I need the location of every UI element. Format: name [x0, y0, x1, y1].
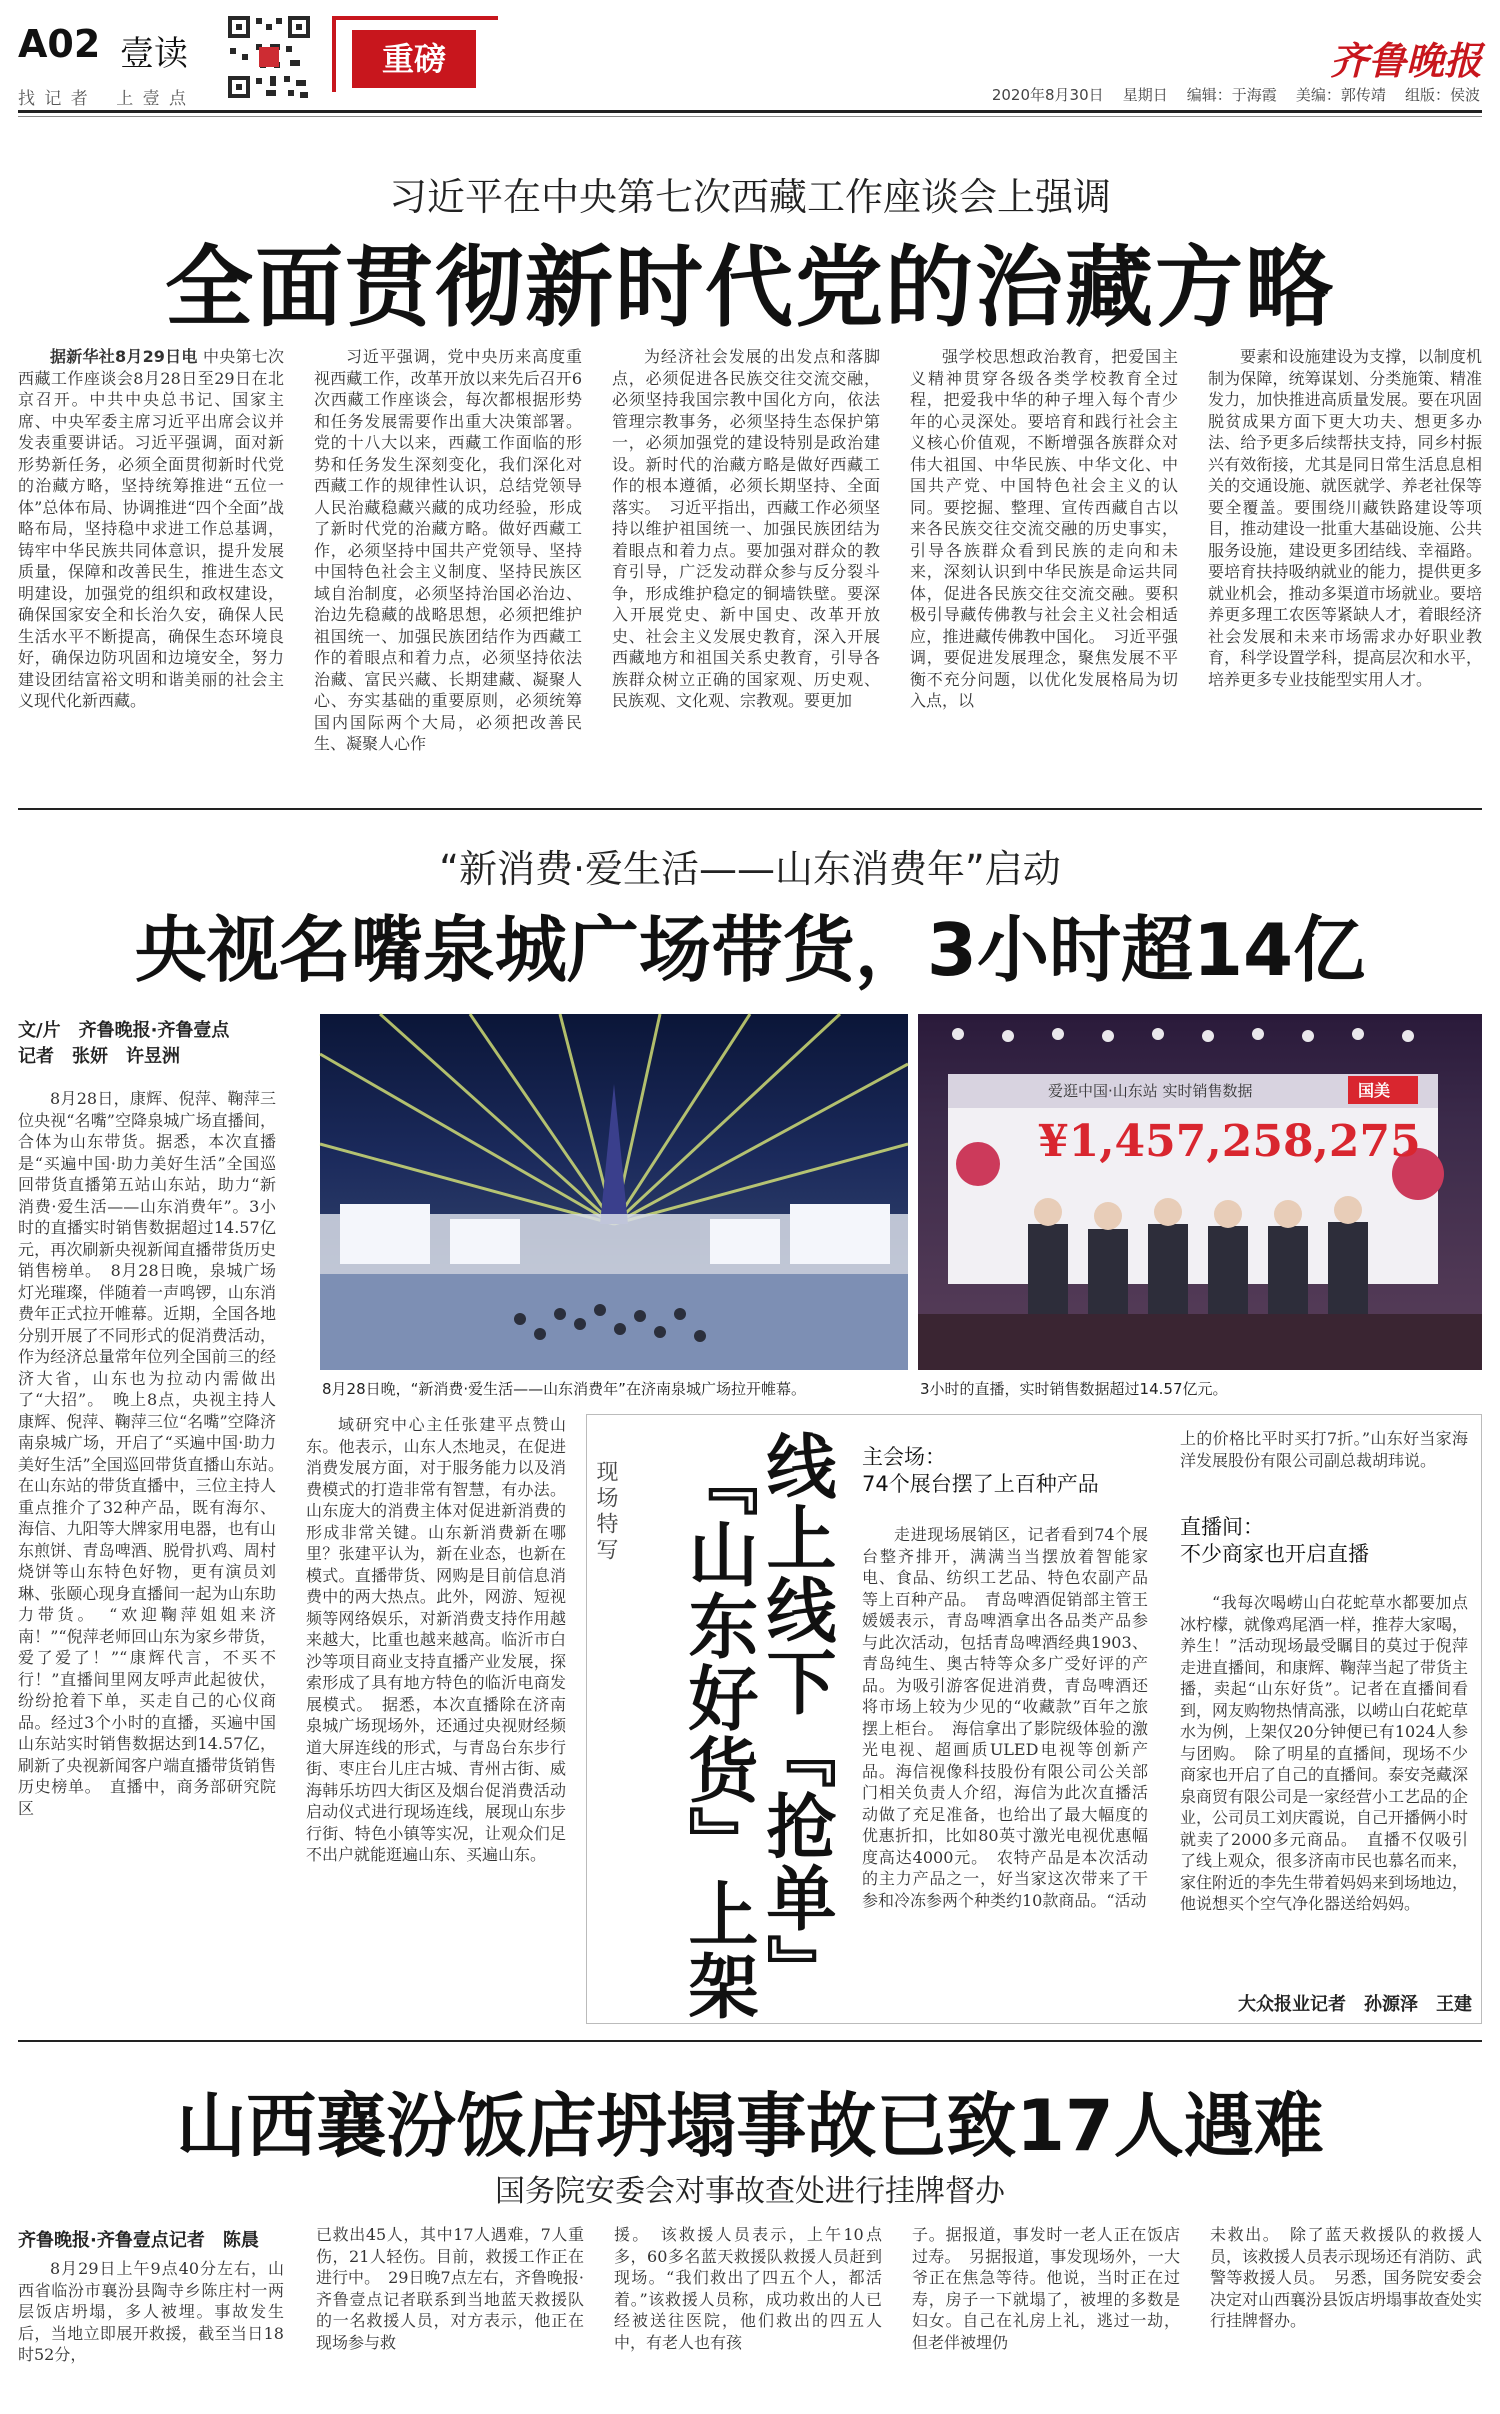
- screen-logo: 国美: [1358, 1081, 1391, 1100]
- story1-dateline: 据新华社8月29日电: [50, 347, 198, 366]
- section-name: 壹读: [120, 34, 188, 74]
- screen-sales-amount: ¥1,457,258,275: [1038, 1116, 1421, 1167]
- photo-plaza-caption: 8月28日晚，“新消费·爱生活——山东消费年”在济南泉城广场拉开帷幕。: [322, 1380, 806, 1398]
- masthead-rule-thin: [18, 116, 1482, 117]
- issue-proof: 组版：侯波: [1404, 86, 1480, 104]
- story1-col-2: 习近平强调，党中央历来高度重视西藏工作，改革开放以来先后召开6次西藏工作座谈会，每次都根据形势和任务发展需要作出重大决策部署。党的十八大以来，西藏工作面临的形势和任务发生深刻变化，我们深化对西藏工作的规律性认识，总结党领导人民治藏稳藏兴藏的成功经验，形成了新时代党的治藏方略。做好西藏工作，必须坚持中国共产党领导、坚持中国特色社会主义制度、坚持民族区域自治制度，必须坚持治国必治边、治边先稳藏的战略思想，必须把维护祖国统一、加强民族团结作为西藏工作的着眼点和着力点，必须坚持依法治藏、富民兴藏、长期建藏、凝聚人心、夯实基础的重要原则，必须统筹国内国际两个大局，必须把改善民生、凝聚人心作: [314, 347, 582, 753]
- feature-section1-title: 主会场： 74个展台摆了上百种产品: [862, 1445, 1099, 1496]
- feature-title-b: 『山东好货』上架: [677, 1446, 759, 2022]
- story2-headline: 央视名嘴泉城广场带货，3小时超14亿: [134, 908, 1366, 992]
- photo-plaza-night: [320, 1014, 908, 1370]
- photo-stage-caption: 3小时的直播，实时销售数据超过14.57亿元。: [920, 1380, 1228, 1398]
- issue-date: 2020年8月30日: [991, 86, 1104, 104]
- feature-section2-top: 上的价格比平时买打7折。”山东好当家海洋发展股份有限公司副总裁胡玮说。: [1180, 1429, 1468, 1470]
- story3-col-2: 已救出45人，其中17人遇难，7人重伤，21人轻伤。目前，救援工作正在进行中。 29日晚7点左右，齐鲁晚报·齐鲁壹点记者联系到当地蓝天救援队的一名救援人员，对方表示，他正在现场参与救: [316, 2225, 584, 2352]
- story2-left-col: 8月28日，康辉、倪萍、鞠萍三位央视“名嘴”空降泉城广场直播间，合体为山东带货。据悉，本次直播是“买遍中国·助力美好生活”全国巡回带货直播第五站山东站，助力“新消费·爱生活——山东消费年”。3小时的直播实时销售数据超过14.57亿元，再次刷新央视新闻直播带货历史销售榜单。 8月28日晚，泉城广场灯光璀璨，伴随着一声鸣锣，山东消费年正式拉开帷幕。近期，全国各地分别开展了不同形式的促消费活动，作为经济总量常年位列全国前三的经济大省，山东也为拉动内需做出了“大招”。 晚上8点，央视主持人康辉、倪萍、鞠萍三位“名嘴”空降济南泉城广场，开启了“买遍中国·助力美好生活”全国巡回带货直播山东站。 在山东站的带货直播中，三位主持人重点推介了32种产品，既有海尔、海信、九阳等大牌家用电器，也有山东煎饼、青岛啤酒、脱骨扒鸡、周村烧饼等山东特色好物，更有演员刘琳、张颐心现身直播间一起为山东助力带货。 “欢迎鞠萍姐姐来济南！”“倪萍老师回山东为家乡带货，爱了爱了！”“康辉代言，不买不行！”直播间里网友呼声此起彼伏，纷纷抢着下单，买走自己的心仪商品。经过3个小时的直播，买遍中国山东站实时销售数据达到14.57亿，刷新了央视新闻客户端直播带货销售历史榜单。 直播中，商务部研究院区: [18, 1089, 293, 1818]
- feature-byline: 大众报业记者 孙源泽 王建: [1238, 1994, 1472, 2015]
- issue-weekday: 星期日: [1122, 86, 1168, 104]
- story2-bottom-rule: [18, 2040, 1482, 2042]
- story1-headline: 全面贯彻新时代党的治藏方略: [164, 236, 1335, 339]
- light-beams-icon: [320, 1014, 908, 1370]
- section-slogan: 找 记 者 上 壹 点: [18, 89, 189, 109]
- feature-section2-title: 直播间： 不少商家也开启直播: [1180, 1515, 1369, 1566]
- issue-info: [992, 84, 1480, 105]
- qr-code-icon: [226, 14, 312, 100]
- story2-mid-col: 域研究中心主任张建平点赞山东。他表示，山东人杰地灵，在促进消费发展方面，对于服务能力以及消费模式的打造非常有智慧，有办法。山东庞大的消费主体对促进新消费的形成非常关键。山东新消费新在哪里？张建平认为，新在业态，也新在模式。直播带货、网购是目前信息消费中的两大热点。此外，网游、短视频等网络娱乐，对新消费支持作用越来越大，比重也越来越高。临沂市白沙等项目商业支持直播产业发展，探索形成了具有地方特色的临沂电商发展模式。 据悉，本次直播除在济南泉城广场现场外，还通过央视财经频道大屏连线的形式，与青岛台东步行街、枣庄台儿庄古城、青州古街、威海韩乐坊四大街区及烟台促消费活动启动仪式进行现场连线，展现山东步行街、特色小镇等实况，让观众们足不出户就能逛遍山东、买遍山东。: [306, 1415, 566, 1864]
- story3-subhead: 国务院安委会对事故查处进行挂牌督办: [495, 2174, 1005, 2209]
- story1-col-1: 据新华社8月29日电 中央第七次西藏工作座谈会8月28日至29日在北京召开。中共中央总书记、国家主席、中央军委主席习近平出席会议并发表重要讲话。习近平强调，面对新形势新任务，必须全面贯彻新时代党的治藏方略，坚持统筹推进“五位一体”总体布局、协调推进“四个全面”战略布局，坚持稳中求进工作总基调，铸牢中华民族共同体意识，提升发展质量，保障和改善民生，推进生态文明建设，加强党的组织和政权建设，确保国家安全和长治久安，确保人民生活水平不断提高，确保生态环境良好，确保边防巩固和边境安全，努力建设团结富裕文明和谐美丽的社会主义现代化新西藏。: [18, 347, 284, 710]
- story3-col-5: 未救出。 除了蓝天救援队的救援人员，该救援人员表示现场还有消防、武警等救援人员。 另悉，国务院安委会决定对山西襄汾县饭店坍塌事故查处实行挂牌督办。: [1210, 2225, 1483, 2330]
- story2-kicker: “新消费·爱生活——山东消费年”启动: [439, 847, 1061, 891]
- story1-kicker: 习近平在中央第七次西藏工作座谈会上强调: [388, 175, 1111, 219]
- story1-bottom-rule: [18, 808, 1482, 810]
- feature-section2-text: “我每次喝崂山白花蛇草水都要加点冰柠檬，就像鸡尾酒一样，推荐大家喝，养生！”活动现场最受瞩目的莫过于倪萍走进直播间，和康辉、鞠萍当起了带货主播，卖起“山东好货”。记者在直播间看到，网友购物热情高涨，以崂山白花蛇草水为例，上架仅20分钟便已有1024人参与团购。 除了明星的直播间，现场不少商家也开启了自己的直播间。泰安尧藏深泉商贸有限公司是一家经营小工艺品的企业，公司员工刘庆霞说，自己开播俩小时就卖了2000多元商品。 直播不仅吸引了线上观众，很多济南市民也慕名而来，家住附近的李先生带着妈妈来到场地边，他说想买个空气净化器送给妈妈。: [1180, 1593, 1469, 1913]
- page-number: A02: [18, 22, 101, 66]
- story2-byline-2: 记者 张妍 许昱洲: [18, 1046, 180, 1067]
- stage-icon: [918, 1014, 1482, 1370]
- issue-art-editor: 美编：郭传靖: [1295, 86, 1386, 104]
- story3-col-4: 子。据报道，事发时一老人正在饭店过寿。 另据报道，事发现场外，一大爷正在焦急等待。他说，当时正在过寿，房子一下就塌了，被埋的多数是妇女。自己在礼房上礼，逃过一劫，但老伴被埋仍: [912, 2225, 1180, 2352]
- feature-tag: 现场特写: [593, 1460, 618, 1564]
- story3-headline: 山西襄汾饭店坍塌事故已致17人遇难: [176, 2085, 1324, 2167]
- screen-title: 爱逛中国·山东站 实时销售数据: [1048, 1082, 1253, 1100]
- feature-title-a: 线上线下『抢单』: [755, 1430, 837, 2006]
- story1-col-3: 为经济社会发展的出发点和落脚点，必须促进各民族交往交流交融，必须坚持我国宗教中国化方向，依法管理宗教事务，必须坚持生态保护第一，必须加强党的建设特别是政治建设。新时代的治藏方略是做好西藏工作的根本遵循，必须长期坚持、全面落实。 习近平指出，西藏工作必须坚持以维护祖国统一、加强民族团结为着眼点和着力点。要加强对群众的教育引导，广泛发动群众参与反分裂斗争，形成维护稳定的铜墙铁壁。要深入开展党史、新中国史、改革开放史、社会主义发展史教育，深入开展西藏地方和祖国关系史教育，引导各族群众树立正确的国家观、历史观、民族观、文化观、宗教观。要更加: [612, 347, 880, 710]
- story1-col-4: 强学校思想政治教育，把爱国主义精神贯穿各级各类学校教育全过程，把爱我中华的种子埋入每个青少年的心灵深处。要培育和践行社会主义核心价值观，不断增强各族群众对伟大祖国、中华民族、中华文化、中国共产党、中国特色社会主义的认同。要挖掘、整理、宣传西藏自古以来各民族交往交流交融的历史事实，引导各族群众看到民族的走向和未来，深刻认识到中华民族是命运共同体，促进各民族交往交流交融。要积极引导藏传佛教与社会主义社会相适应，推进藏传佛教中国化。 习近平强调，要促进发展理念，聚焦发展不平衡不充分问题，以优化发展格局为切入点，以: [910, 347, 1178, 710]
- story3-col-1: 8月29日上午9点40分左右，山西省临汾市襄汾县陶寺乡陈庄村一两层饭店坍塌，多人被埋。事故发生后，当地立即展开救援，截至当日18时52分，: [18, 2259, 284, 2364]
- photo-livestream-stage: [918, 1014, 1482, 1370]
- story2-byline-1: 文/片 齐鲁晚报·齐鲁壹点: [18, 1020, 230, 1041]
- paper-logo: 齐鲁晚报: [1329, 38, 1482, 83]
- story1-col-5: 要素和设施建设为支撑，以制度机制为保障，统筹谋划、分类施策、精准发力，加快推进高质量发展。要在巩固脱贫成果方面下更大功夫、想更多办法、给予更多后续帮扶支持，同乡村振兴有效衔接，尤其是同日常生活息息相关的交通设施、就医就学、养老社保等要全覆盖。要围绕川藏铁路建设等项目，推动建设一批重大基础设施、公共服务设施，建设更多团结线、幸福路。要培育扶持吸纳就业的能力，提供更多就业机会，推动多渠道市场就业。要培养更多理工农医等紧缺人才，着眼经济社会发展和未来市场需求办好职业教育，科学设置学科，提高层次和水平，培养更多专业技能型实用人才。: [1208, 347, 1482, 689]
- masthead-rule: [18, 110, 1482, 113]
- story3-byline: 齐鲁晚报·齐鲁壹点记者 陈晨: [18, 2230, 259, 2251]
- issue-editor: 编辑：于海霞: [1186, 86, 1277, 104]
- story3-col-3: 援。 该救援人员表示，上午10点多，60多名蓝天救援队救援人员赶到现场。“我们救出了四五个人，都活着。”该救援人员称，成功救出的人已经被送往医院，他们救出的四五人中，有老人也有孩: [614, 2225, 882, 2352]
- feature-section1-text: 走进现场展销区，记者看到74个展台整齐排开，满满当当摆放着智能家电、食品、纺织工艺品、特色农副产品等上百种产品。 青岛啤酒促销部主管王媛媛表示，青岛啤酒拿出各品类产品参与此次活动，包括青岛啤酒经典1903、青岛纯生、奥古特等众多广受好评的产品。为吸引游客促进消费，青岛啤酒还将市场上较为少见的“收藏款”百年之旅摆上柜台。 海信拿出了影院级体验的激光电视、超画质ULED电视等创新产品。海信视像科技股份有限公司公关部门相关负责人介绍，海信为此次直播活动做了充足准备，也给出了最大幅度的优惠折扣，比如80英寸激光电视优惠幅度高达4000元。 农特产品是本次活动的主力产品之一，好当家这次带来了干参和冷冻参两个种类约10款商品。“活动: [862, 1525, 1148, 1910]
- section-badge: 重磅: [352, 30, 476, 88]
